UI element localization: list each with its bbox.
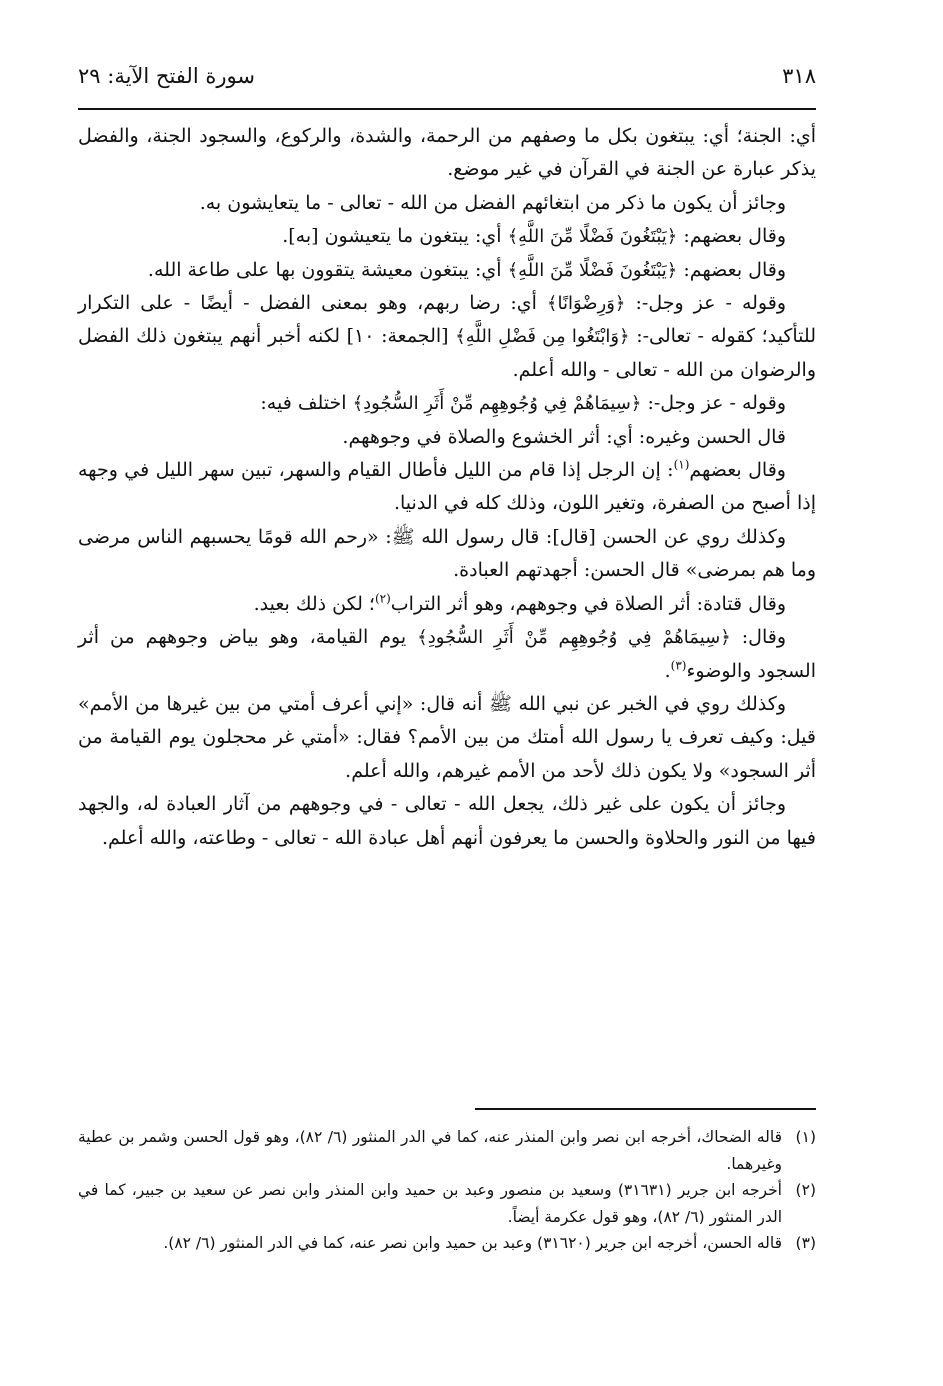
footnote-text: قاله الحسن، أخرجه ابن جرير (٣١٦٢٠) وعبد بن حميد وابن نصر عنه، كما في الدر المنثور (٦/ ٨٢). xyxy=(163,1234,782,1253)
header-rule xyxy=(78,108,816,110)
text-span: [الجمعة: ١٠] لكنه أخبر أنهم يبتغون ذلك الفضل والرضوان من الله - تعالى - والله أعلم. xyxy=(78,325,816,381)
footnote-2 xyxy=(78,1177,816,1230)
footnote-number: (٢) xyxy=(795,1181,816,1200)
paragraph-8 xyxy=(78,454,816,521)
text-span: وقال: xyxy=(730,626,787,649)
footnote-number: (٣) xyxy=(795,1234,816,1253)
paragraph-12: وكذلك روي في الخبر عن نبي الله ﷺ أنه قال: «إني أعرف أمتي من بين غيرها من الأمم» قيل: وكيف تعرف يا رسول الله أمتك من بين الأمم؟ فقال: «أمتي غر محجلون يوم القيامة من أثر السجود» ولا يكون ذلك لأحد من الأمم غيرهم، والله أعلم. xyxy=(78,692,816,782)
footnote-text: أخرجه ابن جرير (٣١٦٣١) وسعيد بن منصور وعبد بن حميد وابن المنذر وابن نصر عن سعيد بن جبير، كما في الدر المنثور (٦/ ٨٢)، وهو قول عكرمة أيضاً. xyxy=(78,1181,782,1226)
text-span: وقال قتادة: أثر الصلاة في وجوههم، وهو أثر التراب xyxy=(390,592,786,615)
page-header xyxy=(78,62,816,102)
footnote-1 xyxy=(78,1124,816,1177)
quran-verse: ﴿يَبْتَغُونَ فَضْلًا مِّنَ اللَّهِ﴾ xyxy=(507,226,678,248)
paragraph-6 xyxy=(78,387,816,420)
text-span: وقوله - عز وجل-: xyxy=(625,292,787,315)
paragraph-7: قال الحسن وغيره: أي: أثر الخشوع والصلاة في وجوههم. xyxy=(342,425,786,448)
quran-verse: ﴿سِيمَاهُمْ فِي وُجُوهِهِم مِّنْ أَثَرِ السُّجُودِ﴾ xyxy=(352,393,642,415)
text-span: اختلف فيه: xyxy=(260,392,353,415)
quran-verse: ﴿وَرِضْوَانًا﴾ xyxy=(546,293,626,315)
quran-verse: ﴿وَابْتَغُوا مِن فَضْلِ اللَّهِ﴾ xyxy=(455,326,630,348)
paragraph-5 xyxy=(78,287,816,387)
paragraph-11 xyxy=(78,621,816,688)
text-span: . xyxy=(664,659,671,682)
text-span: وقال بعضهم: xyxy=(677,225,786,248)
footnote-number: (١) xyxy=(795,1128,816,1146)
text-span: وقال بعضهم: xyxy=(677,258,786,281)
text-span: وقوله - عز وجل-: xyxy=(641,392,786,415)
paragraph-2: وجائز أن يكون ما ذكر من ابتغائهم الفضل من الله - تعالى - ما يتعايشون به. xyxy=(199,191,786,214)
main-text xyxy=(78,120,816,855)
sura-title: سورة الفتح الآية: ٢٩ xyxy=(78,64,255,88)
text-span: يوم القيامة، وهو بياض وجوههم من أثر السجود والوضوء xyxy=(78,626,816,682)
paragraph-9: وكذلك روي عن الحسن [قال]: قال رسول الله ﷺ: «رحم الله قومًا يحسبهم الناس مرضى وما هم بمرضى» قال الحسن: أجهدتهم العبادة. xyxy=(78,525,816,582)
text-span: ؛ لكن ذلك بعيد. xyxy=(253,592,375,615)
text-span: أي: يبتغون معيشة يتقوون بها على طاعة الله. xyxy=(147,258,508,281)
footnote-3 xyxy=(78,1230,816,1257)
text-span: : إن الرجل إذا قام من الليل فأطال القيام والسهر، تبين سهر الليل في وجهه إذا أصبح من الصفرة، وتغير اللون، وذلك كله في الدنيا. xyxy=(78,459,816,515)
paragraph-3 xyxy=(78,220,816,253)
paragraph-13: وجائز أن يكون على غير ذلك، يجعل الله - تعالى - في وجوههم من آثار العبادة له، والجهد فيها من النور والحلاوة والحسن ما يعرفون أنهم أهل عبادة الله - تعالى - وطاعته، والله أعلم. xyxy=(78,793,816,849)
text-span: وقال بعضهم xyxy=(689,459,786,482)
quran-verse: ﴿يَبْتَغُونَ فَضْلًا مِّنَ اللَّهِ﴾ xyxy=(507,259,678,281)
text-span: أي: يبتغون ما يتعيشون [به]. xyxy=(282,225,508,248)
footnote-text: قاله الضحاك، أخرجه ابن نصر وابن المنذر عنه، كما في الدر المنثور (٦/ ٨٢)، وهو قول الحسن وشمر بن عطية وغيرهما. xyxy=(78,1128,782,1173)
footnote-ref-3[interactable]: (٣) xyxy=(670,658,687,673)
paragraph-1: أي: الجنة؛ أي: يبتغون بكل ما وصفهم من الرحمة، والشدة، والركوع، والسجود الجنة، والفضل يذكر عبارة عن الجنة في القرآن في غير موضع. xyxy=(78,125,816,181)
paragraph-10 xyxy=(78,588,816,621)
text-span: أي: رضا ربهم، وهو بمعنى الفضل - أيضًا - على التكرار للتأكيد؛ كقوله - تعالى-: xyxy=(78,292,816,348)
footnote-ref-2[interactable]: (٢) xyxy=(374,591,391,606)
quran-verse: ﴿سِيمَاهُمْ فِي وُجُوهِهِم مِّنْ أَثَرِ السُّجُودِ﴾ xyxy=(417,627,731,649)
footnote-rule xyxy=(475,1108,816,1110)
paragraph-4 xyxy=(78,254,816,287)
footnote-ref-1[interactable]: (١) xyxy=(673,457,690,472)
page-number: ٣١٨ xyxy=(782,64,816,88)
footnotes xyxy=(78,1124,816,1257)
